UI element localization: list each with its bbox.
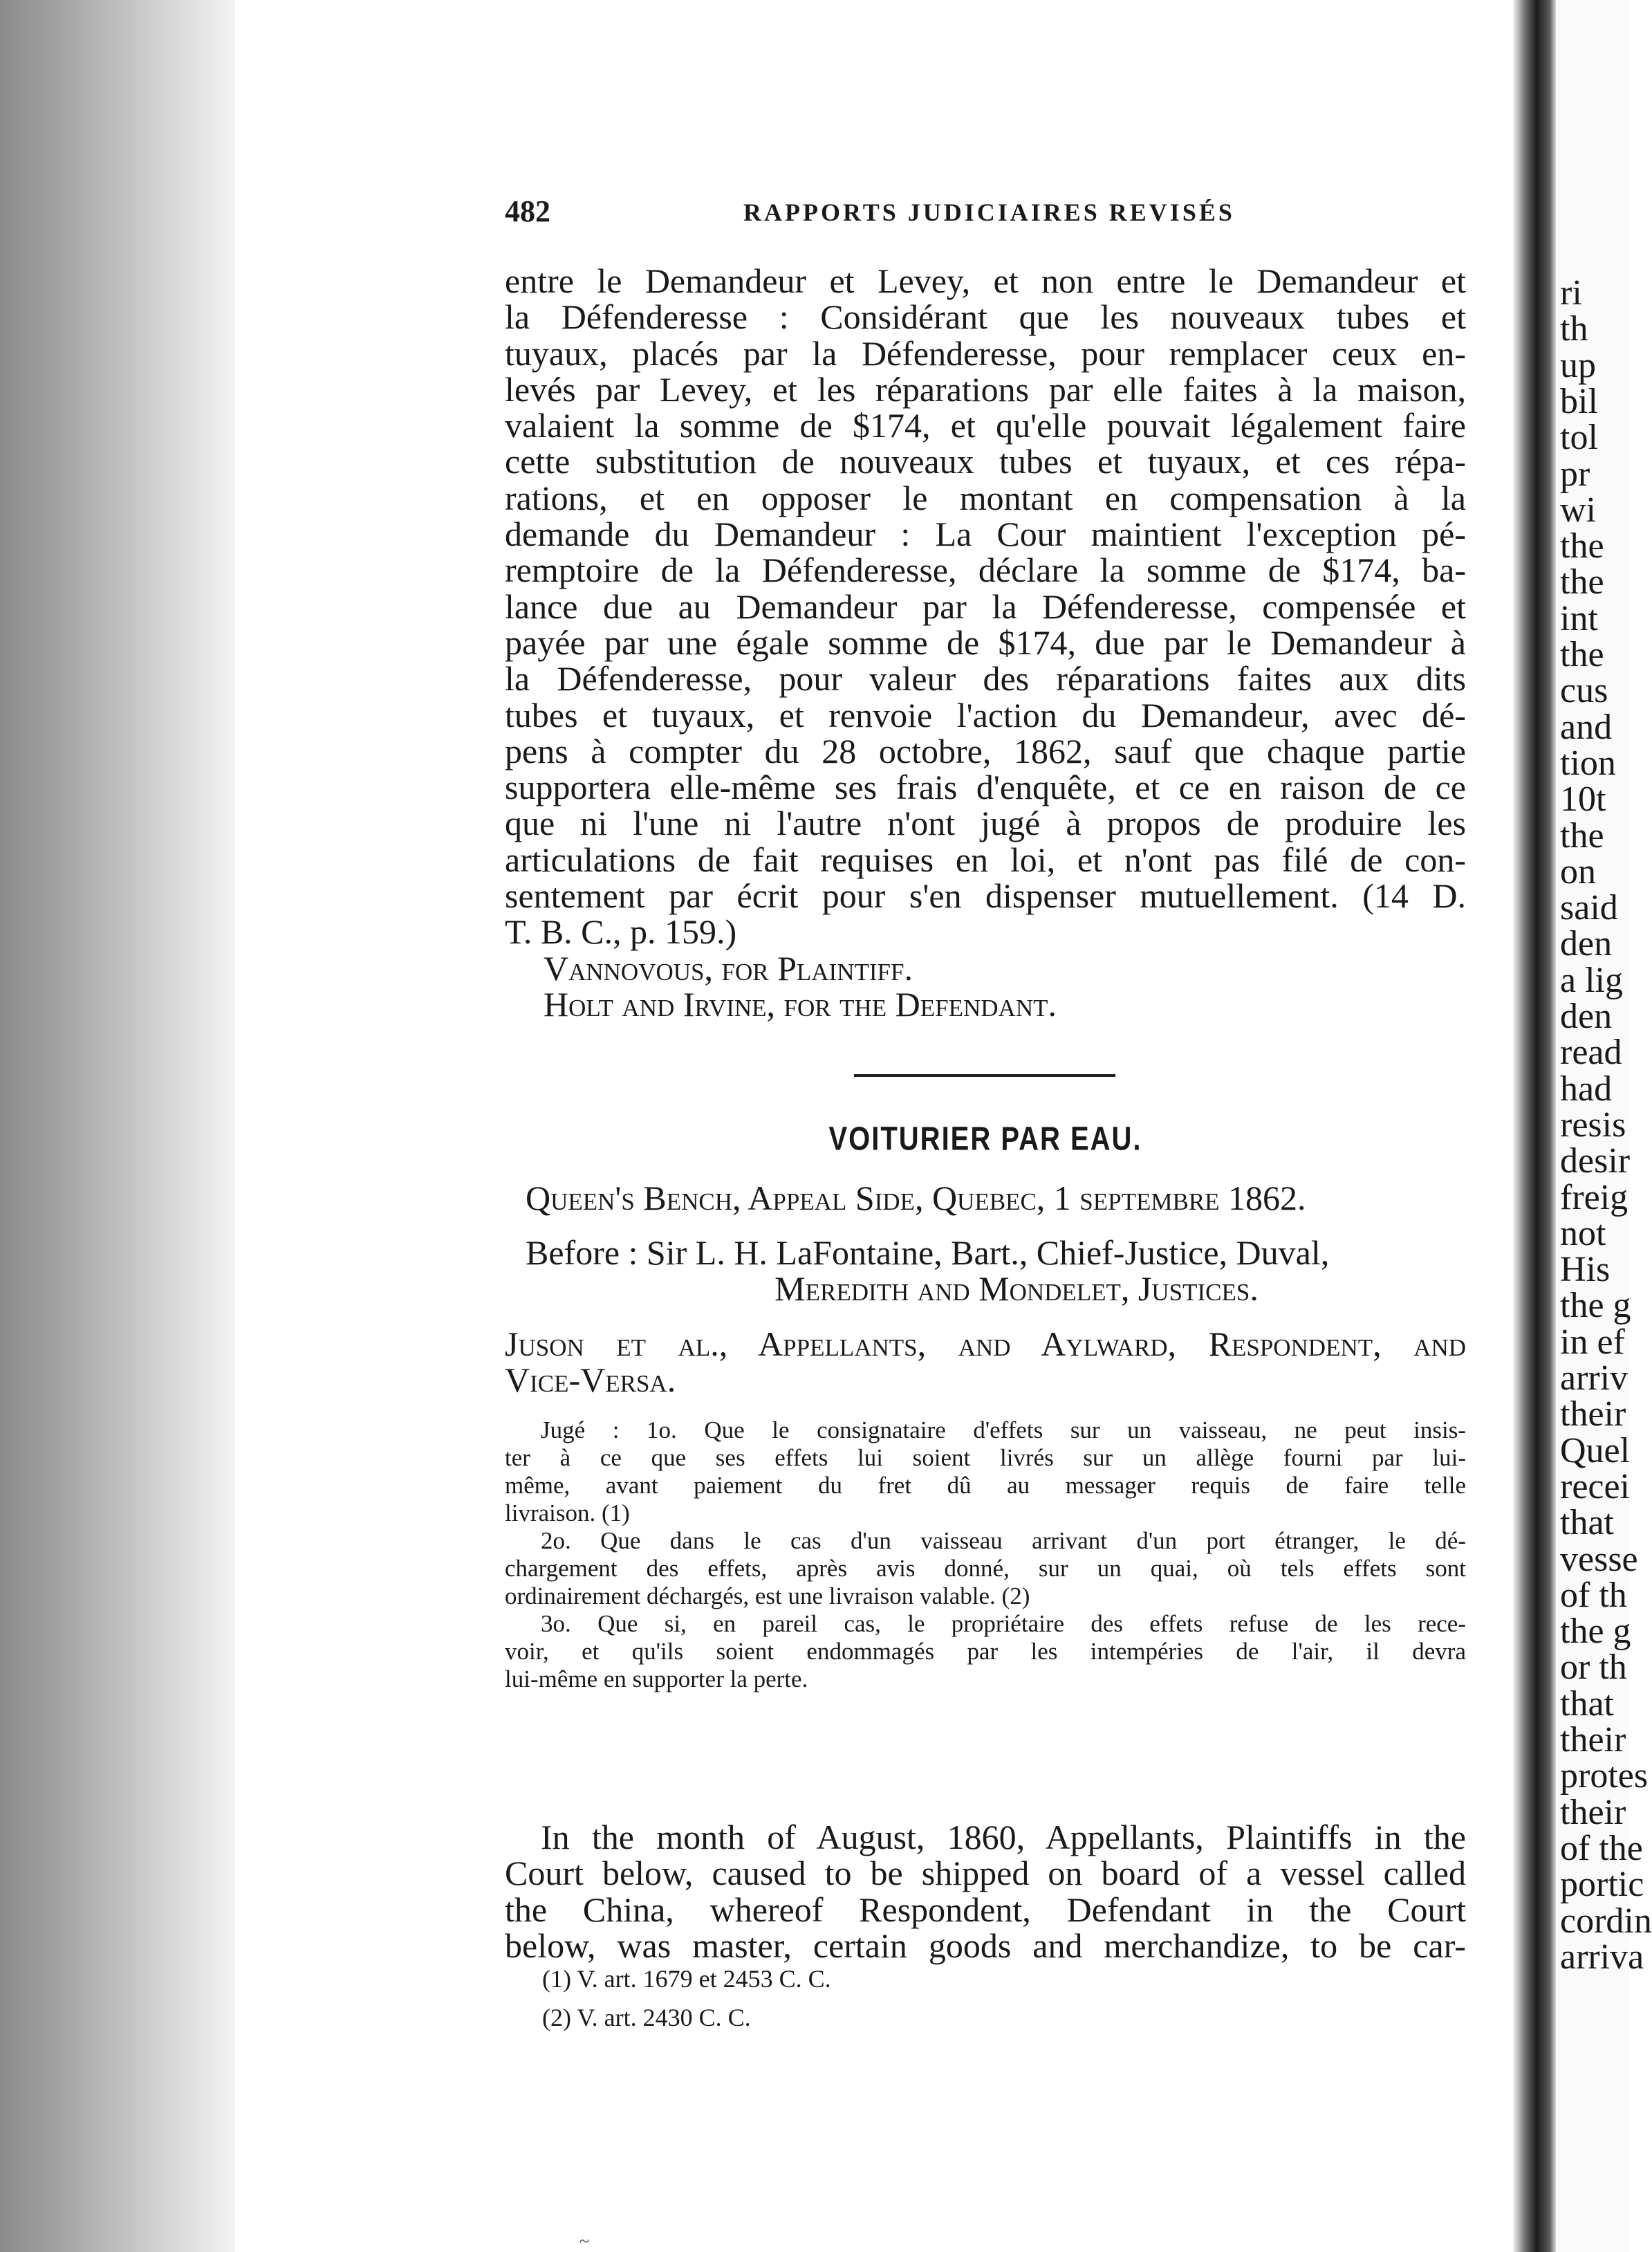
facing-page-fragment: up [1560,345,1596,385]
facing-page-fragment: their [1560,1720,1626,1760]
facing-page-fragment: their [1560,1792,1626,1832]
text-line: payée par une égale somme de $174, due par le Demandeur à [505,622,1466,662]
facing-page-fragment: recei [1560,1466,1631,1506]
facing-page-edge [1556,0,1652,2252]
facing-page-fragment: and [1560,707,1613,747]
holding-line: ter à ce que ses effets lui soient livrés sur un allège fourni par lui- [505,1444,1466,1471]
judges-line: Before : Sir L. H. LaFontaine, Bart., Chief-Justice, Duval, [526,1233,1330,1272]
judges-line: Meredith and Mondelet, Justices. [774,1269,1259,1309]
text-line: levés par Levey, et les réparations par elle faites à la maison, [505,369,1466,409]
facing-page-fragment: ri [1560,273,1582,313]
text-line: demande du Demandeur : La Cour maintient l'exception pé- [505,515,1466,554]
facing-page-fragment: 10t [1560,779,1606,820]
scan-left-margin [0,0,235,2252]
section-divider [854,1074,1115,1077]
facing-page-fragment: the g [1560,1612,1631,1652]
court-line: Queen's Bench, Appeal Side, Quebec, 1 septembre 1862. [526,1179,1306,1217]
text-line: cette substitution de nouveaux tubes et tuyaux, et ces répa- [505,442,1466,481]
facing-page-fragment: protes [1560,1756,1649,1796]
facing-page-fragment: freig [1560,1177,1628,1217]
text-line: sentement par écrit pour s'en dispenser mutuellement. (14 D. [505,876,1466,916]
text-line: supportera elle-même ses frais d'enquête, et ce en raison de ce [505,768,1466,807]
book-binding-gutter [1513,0,1556,2252]
holding-line: Jugé : 1o. Que le consignataire d'effets sur un vaisseau, ne peut insis- [541,1416,1466,1443]
facing-page-fragment: den [1560,997,1613,1036]
holding-line: ordinairement déchargés, est une livraison valable. (2) [505,1582,1030,1609]
text-line: articulations de fait requises en loi, et n'ont pas filé de con- [505,840,1466,879]
citation-line: T. B. C., p. 159.) [505,912,737,952]
footnote: (2) V. art. 2430 C. C. [542,2004,751,2031]
facing-page-fragment: His [1560,1250,1611,1290]
page-number: 482 [505,194,550,228]
facing-page-fragment: desir [1560,1141,1631,1181]
facing-page-fragment: of the [1560,1828,1643,1868]
holding-line: livraison. (1) [505,1499,630,1526]
facing-page-fragment: resis [1560,1105,1626,1145]
holding-line: chargement des effets, après avis donné, sur un quai, où tels effets sont [505,1555,1466,1582]
running-title: RAPPORTS JUDICIAIRES REVISÉS [743,199,1235,226]
facing-page-fragment: of th [1560,1575,1627,1615]
footnotes [542,1959,831,2037]
text-line: tuyaux, placés par la Défenderesse, pour remplacer ceux en- [505,333,1466,373]
facing-page-fragment: arriv [1560,1358,1628,1398]
continuation-paragraph [505,263,1466,1022]
facing-page-fragment: had [1560,1069,1613,1109]
text-line: below, was master, certain goods and merchandize, to be car- [505,1926,1466,1965]
facing-page-fragment: arriva [1560,1937,1644,1977]
facing-page-fragment: that [1560,1683,1614,1724]
holding-line: 2o. Que dans le cas d'un vaisseau arrivant d'un port étranger, le dé- [541,1527,1466,1554]
facing-page-fragment: their [1560,1394,1626,1434]
parties-block [505,1326,1466,1399]
holding-line: lui-même en supporter la perte. [505,1665,808,1692]
facing-page-fragment: cordin [1560,1901,1652,1941]
text-line: pens à compter du 28 octobre, 1862, sauf que chaque partie [505,731,1466,770]
facing-page-fragment: tol [1560,418,1598,458]
facing-page-fragment: not [1560,1213,1606,1253]
text-line: Court below, caused to be shipped on board of a vessel called [505,1854,1466,1893]
facing-page-fragment: portic [1560,1865,1644,1905]
text-line: entre le Demandeur et Levey, et non entre le Demandeur et [505,261,1466,300]
holding-line: même, avant paiement du fret dû au messager requis de faire telle [505,1472,1466,1499]
facing-page-fragment: int [1560,598,1598,638]
text-line: valaient la somme de $174, et qu'elle pouvait légalement faire [505,406,1466,445]
text-line: la Défenderesse : Considérant que les nouveaux tubes et [505,297,1466,337]
text-line: the China, whereof Respondent, Defendant in the Court [505,1890,1466,1929]
holdings-block [505,1416,1466,1693]
facing-page-fragment: read [1560,1033,1622,1073]
holding-line: 3o. Que si, en pareil cas, le propriétaire des effets refuse de les rece- [541,1610,1466,1637]
facing-page-fragment: the [1560,526,1604,566]
facing-page-fragment: a lig [1560,960,1623,1000]
facing-page-fragment: in ef [1560,1322,1625,1362]
facing-page-fragment: wi [1560,490,1596,530]
text-line: rations, et en opposer le montant en compensation à la [505,478,1466,517]
facing-page-fragment: the [1560,562,1604,602]
facing-page-fragment: tion [1560,743,1616,783]
text-line: la Défenderesse, pour valeur des réparations faites aux dits [505,659,1466,699]
text-line: remptoire de la Défenderesse, déclare la somme de $174, ba- [505,551,1466,590]
footnote: (1) V. art. 1679 et 2453 C. C. [542,1965,831,1993]
narrative-paragraph [505,1819,1466,1964]
text-line: lance due au Demandeur par la Défenderesse, compensée et [505,587,1466,626]
parties-line: Juson et al., Appellants, and Aylward, Respondent, and [505,1325,1466,1363]
case-heading: VOITURIER PAR EAU. [828,1120,1142,1158]
facing-page-fragment: bil [1560,381,1598,421]
facing-page-fragment: the [1560,815,1604,856]
running-head [505,194,1466,235]
facing-page-fragment: the [1560,635,1604,674]
facing-page-fragment: on [1560,851,1596,892]
text-line: tubes et tuyaux, et renvoie l'action du Demandeur, avec dé- [505,695,1466,735]
facing-page-fragment: the g [1560,1286,1631,1326]
facing-page-fragment: or th [1560,1648,1627,1688]
facing-page-fragment: vesse [1560,1539,1638,1579]
facing-page-fragment: Quel [1560,1430,1631,1470]
facing-page-fragment: den [1560,924,1613,964]
facing-page-fragment: that [1560,1503,1614,1543]
facing-page-fragment: said [1560,888,1618,928]
parties-line: Vice-Versa. [505,1360,676,1400]
counsel-defendant: Holt and Irvine, for the Defendant. [544,984,1057,1024]
facing-page-fragment: cus [1560,671,1608,711]
facing-page-fragment: pr [1560,454,1590,494]
counsel-plaintiff: Vannovous, for Plaintiff. [544,948,913,988]
holding-line: voir, et qu'ils soient endommagés par les intempéries de l'air, il devra [505,1638,1466,1665]
facing-page-fragment: th [1560,309,1588,349]
text-line: que ni l'une ni l'autre n'ont jugé à propos de produire les [505,804,1466,843]
scan-mark: ~ [579,2231,590,2251]
text-line: In the month of August, 1860, Appellants, Plaintiffs in the [541,1818,1466,1856]
judges-block [526,1235,1445,1307]
